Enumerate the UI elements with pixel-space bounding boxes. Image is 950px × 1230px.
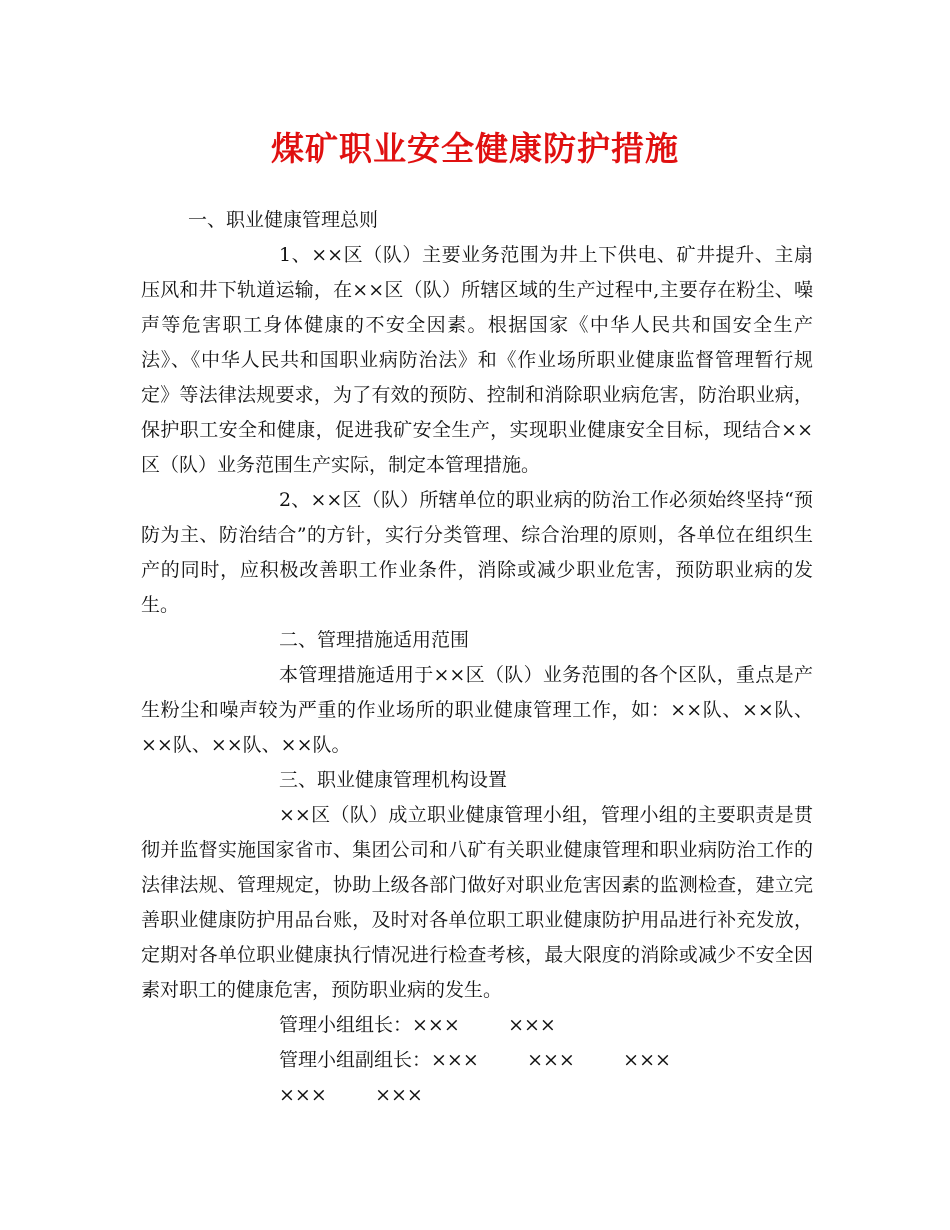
leader-line: 管理小组组长：××× ××× [279, 1014, 556, 1036]
section-heading-3: 三、职业健康管理机构设置 [279, 769, 508, 791]
paragraph-4: ××区（队）成立职业健康管理小组，管理小组的主要职责是贯彻并监督实施国家省市、集团公司和八矿有关职业健康管理和职业病防治工作的法律法规、管理规定，协助上级各部门做好对职业危害因素的监测检查，建立完善职业健康防护用品台账，及时对各单位职工职业健康防护用品进行补充发放，定期对各单位职业健康执行情况进行检查考核，最大限度的消除或减少不安全因素对职工的健康危害，预防职业病的发生。 [141, 804, 813, 1001]
document-body [141, 203, 813, 1113]
paragraph-2: 2、××区（队）所辖单位的职业病的防治工作必须始终坚持“预防为主、防治结合”的方针，实行分类管理、综合治理的原则，各单位在组织生产的同时，应积极改善职工作业条件，消除或减少职业危害，预防职业病的发生。 [141, 489, 813, 616]
paragraph-3: 本管理措施适用于××区（队）业务范围的各个区队，重点是产生粉尘和噪声较为严重的作业场所的职业健康管理工作，如：××队、××队、××队、××队、××队。 [141, 664, 813, 756]
section-heading-1: 一、职业健康管理总则 [188, 209, 379, 231]
section-heading-2: 二、管理措施适用范围 [279, 629, 470, 651]
paragraph-1: 1、××区（队）主要业务范围为井上下供电、矿井提升、主扇压风和井下轨道运输，在××区（队）所辖区域的生产过程中,主要存在粉尘、噪声等危害职工身体健康的不安全因素。根据国家《中华人民共和国安全生产法》、《中华人民共和国职业病防治法》和《作业场所职业健康监督管理暂行规定》等法律法规要求，为了有效的预防、控制和消除职业病危害，防治职业病，保护职工安全和健康，促进我矿安全生产，实现职业健康安全目标，现结合××区（队）业务范围生产实际，制定本管理措施。 [141, 244, 813, 476]
deputy-leader-line: 管理小组副组长：××× ××× ××× [279, 1049, 671, 1071]
members-line: ××× ××× [279, 1084, 423, 1106]
document-title: 煤矿职业安全健康防护措施 [271, 129, 679, 168]
